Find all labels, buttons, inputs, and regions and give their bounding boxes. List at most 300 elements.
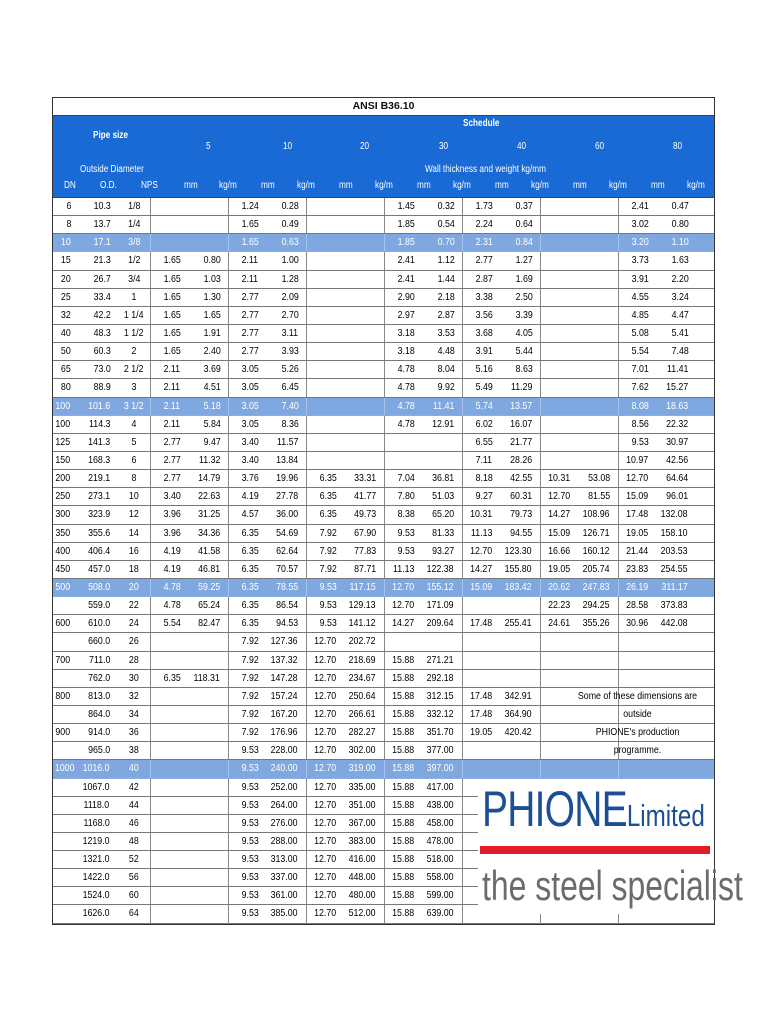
cell-value: 13.7: [93, 218, 111, 231]
cell-value: 4.78: [163, 580, 181, 593]
table-cell: [188, 833, 228, 850]
cell-value: 3.69: [203, 363, 221, 376]
table-cell: [422, 361, 462, 378]
cell-value: 7.04: [397, 472, 415, 485]
cell-value: 12.70: [313, 798, 336, 811]
table-cell: [266, 652, 306, 669]
table-cell: [656, 615, 696, 632]
cell-value: 18: [129, 562, 139, 575]
table-cell: [118, 797, 150, 814]
cell-value: 2.77: [163, 435, 181, 448]
table-cell: [188, 361, 228, 378]
cell-value: 3.24: [671, 290, 689, 303]
table-cell: [578, 307, 618, 324]
cell-value: 12.70: [625, 472, 648, 485]
cell-value: 450: [55, 562, 71, 575]
table-cell: [422, 325, 462, 342]
table-cell: [266, 216, 306, 233]
table-cell: [306, 488, 344, 505]
table-cell: [578, 252, 618, 269]
cell-value: 367.00: [348, 816, 376, 829]
table-row: [53, 325, 714, 343]
table-row: [53, 216, 714, 234]
cell-value: 6.35: [241, 544, 259, 557]
cell-value: 141.3: [87, 435, 110, 448]
table-cell: [266, 815, 306, 832]
table-cell: [540, 597, 578, 614]
table-row: [53, 416, 714, 434]
table-cell: [266, 797, 306, 814]
cell-value: 15.09: [625, 490, 648, 503]
cell-value: 448.00: [348, 871, 376, 884]
cell-value: 12.70: [313, 635, 336, 648]
cell-value: 158.10: [660, 526, 688, 539]
table-cell: [384, 434, 422, 451]
table-cell: [306, 416, 344, 433]
cell-value: 12.70: [313, 889, 336, 902]
table-cell: [578, 615, 618, 632]
table-cell: [306, 615, 344, 632]
table-cell: [306, 797, 344, 814]
table-cell: [188, 561, 228, 578]
table-cell: [500, 434, 540, 451]
table-cell: [462, 615, 500, 632]
cell-value: 5.44: [515, 345, 533, 358]
cell-value: 6.45: [281, 381, 299, 394]
table-cell: [540, 252, 578, 269]
cell-value: 266.61: [348, 707, 376, 720]
table-cell: [188, 670, 228, 687]
cell-value: 10.97: [625, 453, 648, 466]
cell-value: 1.27: [515, 254, 533, 267]
table-cell: [266, 361, 306, 378]
cell-value: 6.35: [319, 490, 337, 503]
table-cell: [228, 543, 266, 560]
cell-value: 150: [55, 453, 71, 466]
cell-value: 385.00: [270, 907, 298, 920]
cell-value: 373.83: [660, 599, 688, 612]
table-cell: [53, 289, 78, 306]
cell-value: 6: [131, 453, 137, 466]
table-cell: [422, 434, 462, 451]
col-kgm-60: kg/m: [609, 180, 627, 191]
cell-value: 56: [129, 871, 139, 884]
table-cell: [188, 797, 228, 814]
table-cell: [188, 434, 228, 451]
cell-value: 20.62: [547, 580, 570, 593]
table-cell: [266, 543, 306, 560]
cell-value: 202.72: [348, 635, 376, 648]
table-cell: [462, 488, 500, 505]
table-cell: [540, 561, 578, 578]
table-cell: [578, 289, 618, 306]
table-cell: [344, 670, 384, 687]
cell-value: 292.18: [426, 671, 454, 684]
cell-value: 7.92: [241, 707, 259, 720]
cell-value: 7.92: [319, 544, 337, 557]
table-cell: [422, 289, 462, 306]
col-kgm-10: kg/m: [297, 180, 315, 191]
table-cell: [266, 452, 306, 469]
table-cell: [344, 452, 384, 469]
cell-value: 518.00: [426, 853, 454, 866]
table-cell: [384, 289, 422, 306]
cell-value: 264.00: [270, 798, 298, 811]
table-cell: [422, 779, 462, 796]
cell-value: 7.92: [241, 689, 259, 702]
cell-value: 0.28: [281, 200, 299, 212]
table-cell: [150, 289, 188, 306]
table-cell: [384, 452, 422, 469]
table-cell: [462, 633, 500, 650]
cell-value: 129.13: [348, 599, 376, 612]
table-cell: [422, 271, 462, 288]
cell-value: 30.97: [665, 435, 688, 448]
table-cell: [118, 361, 150, 378]
cell-value: 5.18: [203, 399, 221, 412]
cell-value: 4.48: [437, 345, 455, 358]
cell-value: 2.87: [437, 308, 455, 321]
table-cell: [462, 506, 500, 523]
table-row: [53, 506, 714, 524]
table-cell: [78, 416, 118, 433]
table-cell: [228, 905, 266, 922]
table-cell: [462, 724, 500, 741]
cell-value: 3.76: [241, 472, 259, 485]
table-cell: [656, 543, 696, 560]
table-row: [53, 760, 714, 778]
table-cell: [462, 416, 500, 433]
logo-wordmark: [482, 781, 705, 844]
table-cell: [150, 488, 188, 505]
table-cell: [656, 670, 696, 687]
cell-value: 19.05: [625, 526, 648, 539]
table-cell: [306, 343, 344, 360]
cell-value: 171.09: [426, 599, 454, 612]
table-cell: [462, 543, 500, 560]
cell-value: 219.1: [87, 472, 110, 485]
cell-value: 6.35: [241, 562, 259, 575]
table-cell: [306, 307, 344, 324]
cell-value: 8.04: [437, 363, 455, 376]
table-cell: [422, 252, 462, 269]
cell-value: 21.3: [93, 254, 111, 267]
cell-value: 30.96: [625, 617, 648, 630]
table-row: [53, 470, 714, 488]
table-cell: [306, 597, 344, 614]
cell-value: 8.56: [631, 417, 649, 430]
table-cell: [306, 869, 344, 886]
table-cell: [344, 252, 384, 269]
cell-value: 0.49: [281, 218, 299, 231]
schedule-60: 60: [595, 141, 605, 152]
table-cell: [228, 833, 266, 850]
table-cell: [422, 688, 462, 705]
table-cell: [78, 688, 118, 705]
table-row: [53, 488, 714, 506]
cell-value: 332.12: [426, 707, 454, 720]
cell-value: 7.62: [631, 381, 649, 394]
table-cell: [384, 416, 422, 433]
cell-value: 15.88: [391, 780, 414, 793]
col-mm-80: mm: [651, 180, 665, 191]
cell-value: 4: [131, 417, 137, 430]
cell-value: 4.78: [397, 381, 415, 394]
table-cell: [656, 216, 696, 233]
cell-value: 312.15: [426, 689, 454, 702]
table-cell: [344, 887, 384, 904]
table-cell: [656, 452, 696, 469]
table-cell: [540, 470, 578, 487]
cell-value: 12.70: [313, 726, 336, 739]
cell-value: 1.44: [437, 272, 455, 285]
table-cell: [188, 198, 228, 215]
cell-value: 64.64: [665, 472, 688, 485]
table-cell: [422, 543, 462, 560]
table-cell: [384, 887, 422, 904]
table-cell: [150, 597, 188, 614]
cell-value: 355.6: [87, 526, 110, 539]
cell-value: 458.00: [426, 816, 454, 829]
cell-value: 1.65: [163, 326, 181, 339]
cell-value: 15.88: [391, 871, 414, 884]
schedule-10: 10: [283, 141, 293, 152]
table-cell: [422, 216, 462, 233]
table-cell: [228, 488, 266, 505]
cell-value: 48.3: [93, 326, 111, 339]
table-cell: [618, 252, 656, 269]
table-cell: [150, 615, 188, 632]
cell-value: 60: [129, 889, 139, 902]
table-cell: [53, 543, 78, 560]
cell-value: 26.7: [93, 272, 111, 285]
table-cell: [384, 815, 422, 832]
table-cell: [500, 416, 540, 433]
table-cell: [500, 379, 540, 396]
cell-value: 2.11: [241, 272, 259, 285]
cell-value: 7.92: [319, 562, 337, 575]
table-cell: [344, 506, 384, 523]
table-cell: [656, 198, 696, 215]
cell-value: 13.84: [275, 453, 298, 466]
table-cell: [618, 652, 656, 669]
cell-value: 342.91: [504, 689, 532, 702]
cell-value: 4.05: [515, 326, 533, 339]
table-cell: [118, 851, 150, 868]
table-cell: [53, 198, 78, 215]
table-cell: [578, 343, 618, 360]
table-cell: [384, 470, 422, 487]
cell-value: 13.57: [509, 399, 532, 412]
cell-value: 53.08: [587, 472, 610, 485]
cell-value: 20: [61, 272, 72, 285]
cell-value: 1.65: [203, 308, 221, 321]
table-cell: [422, 760, 462, 777]
table-cell: [188, 525, 228, 542]
cell-value: 3.40: [241, 435, 259, 448]
table-cell: [228, 869, 266, 886]
table-cell: [228, 887, 266, 904]
table-cell: [266, 706, 306, 723]
cell-value: 5.49: [475, 381, 493, 394]
table-cell: [306, 543, 344, 560]
cell-value: 16: [129, 544, 139, 557]
cell-value: 4.19: [241, 490, 259, 503]
cell-value: 22.63: [197, 490, 220, 503]
cell-value: 2.70: [281, 308, 299, 321]
cell-value: 2.97: [397, 308, 415, 321]
table-cell: [500, 234, 540, 251]
table-cell: [118, 742, 150, 759]
table-cell: [118, 307, 150, 324]
cell-value: 42.55: [509, 472, 532, 485]
table-cell: [78, 398, 118, 415]
table-cell: [618, 670, 656, 687]
table-cell: [306, 379, 344, 396]
table-cell: [618, 470, 656, 487]
cell-value: 3.05: [241, 399, 259, 412]
note-line-1: Some of these dimensions are outside: [577, 690, 698, 720]
cell-value: 70.57: [275, 562, 298, 575]
table-row: [53, 343, 714, 361]
table-cell: [344, 652, 384, 669]
cell-value: 15.88: [391, 671, 414, 684]
table-cell: [422, 597, 462, 614]
table-cell: [228, 815, 266, 832]
cell-value: 9.53: [241, 889, 259, 902]
cell-value: 228.00: [270, 744, 298, 757]
cell-value: 1 1/4: [124, 308, 144, 321]
table-cell: [462, 742, 500, 759]
cell-value: 6.35: [241, 599, 259, 612]
table-cell: [384, 597, 422, 614]
table-cell: [462, 525, 500, 542]
table-cell: [578, 434, 618, 451]
cell-value: 79.73: [509, 508, 532, 521]
table-cell: [500, 452, 540, 469]
cell-value: 28.58: [625, 599, 648, 612]
table-cell: [266, 561, 306, 578]
table-cell: [188, 379, 228, 396]
table-header: [53, 116, 714, 198]
pipe-size-label: Pipe size: [93, 130, 129, 141]
cell-value: 12.91: [431, 417, 454, 430]
table-cell: [53, 307, 78, 324]
table-cell: [118, 561, 150, 578]
cell-value: 9.53: [241, 871, 259, 884]
table-cell: [53, 633, 78, 650]
cell-value: 86.54: [275, 599, 298, 612]
cell-value: 599.00: [426, 889, 454, 902]
table-cell: [53, 216, 78, 233]
table-cell: [188, 506, 228, 523]
cell-value: 8.38: [397, 508, 415, 521]
cell-value: 12.70: [391, 599, 414, 612]
cell-value: 26: [129, 635, 139, 648]
cell-value: 12.70: [313, 744, 336, 757]
table-cell: [656, 434, 696, 451]
table-cell: [618, 434, 656, 451]
table-cell: [266, 615, 306, 632]
cell-value: 3.02: [631, 218, 649, 231]
table-cell: [306, 851, 344, 868]
cell-value: 1016.0: [82, 762, 110, 775]
table-cell: [578, 652, 618, 669]
table-cell: [78, 561, 118, 578]
cell-value: 60.3: [93, 345, 111, 358]
table-cell: [118, 869, 150, 886]
logo-red-bar: [480, 846, 710, 854]
cell-value: 288.00: [270, 834, 298, 847]
table-cell: [118, 252, 150, 269]
table-cell: [118, 724, 150, 741]
table-cell: [266, 579, 306, 596]
table-cell: [78, 525, 118, 542]
cell-value: 1.73: [475, 200, 493, 212]
table-cell: [656, 361, 696, 378]
table-cell: [188, 633, 228, 650]
table-cell: [150, 742, 188, 759]
cell-value: 65.24: [197, 599, 220, 612]
cell-value: 209.64: [426, 617, 454, 630]
table-cell: [618, 525, 656, 542]
table-cell: [422, 470, 462, 487]
table-cell: [578, 379, 618, 396]
table-cell: [422, 670, 462, 687]
cell-value: 5.08: [631, 326, 649, 339]
cell-value: 252.00: [270, 780, 298, 793]
table-cell: [53, 379, 78, 396]
cell-value: 864.0: [87, 707, 110, 720]
table-cell: [384, 869, 422, 886]
table-cell: [540, 234, 578, 251]
table-cell: [462, 234, 500, 251]
table-cell: [422, 887, 462, 904]
col-mm-10: mm: [261, 180, 275, 191]
table-cell: [118, 833, 150, 850]
table-cell: [188, 652, 228, 669]
cell-value: 9.53: [319, 599, 337, 612]
table-cell: [53, 797, 78, 814]
cell-value: 10: [129, 490, 139, 503]
cell-value: 337.00: [270, 871, 298, 884]
table-row: [53, 361, 714, 379]
cell-value: 123.30: [504, 544, 532, 557]
table-cell: [384, 543, 422, 560]
table-cell: [384, 688, 422, 705]
table-cell: [266, 379, 306, 396]
table-cell: [78, 543, 118, 560]
table-cell: [618, 216, 656, 233]
table-cell: [422, 452, 462, 469]
table-cell: [578, 561, 618, 578]
table-cell: [53, 760, 78, 777]
table-cell: [500, 198, 540, 215]
cell-value: 1168.0: [83, 816, 110, 829]
cell-value: 12.70: [313, 707, 336, 720]
cell-value: 965.0: [87, 744, 110, 757]
cell-value: 11.13: [392, 562, 414, 575]
cell-value: 21.44: [625, 544, 648, 557]
table-cell: [306, 633, 344, 650]
table-cell: [422, 234, 462, 251]
table-cell: [150, 851, 188, 868]
cell-value: 100: [55, 417, 71, 430]
table-cell: [306, 234, 344, 251]
cell-value: 15.27: [665, 381, 688, 394]
table-cell: [462, 561, 500, 578]
table-cell: [188, 216, 228, 233]
